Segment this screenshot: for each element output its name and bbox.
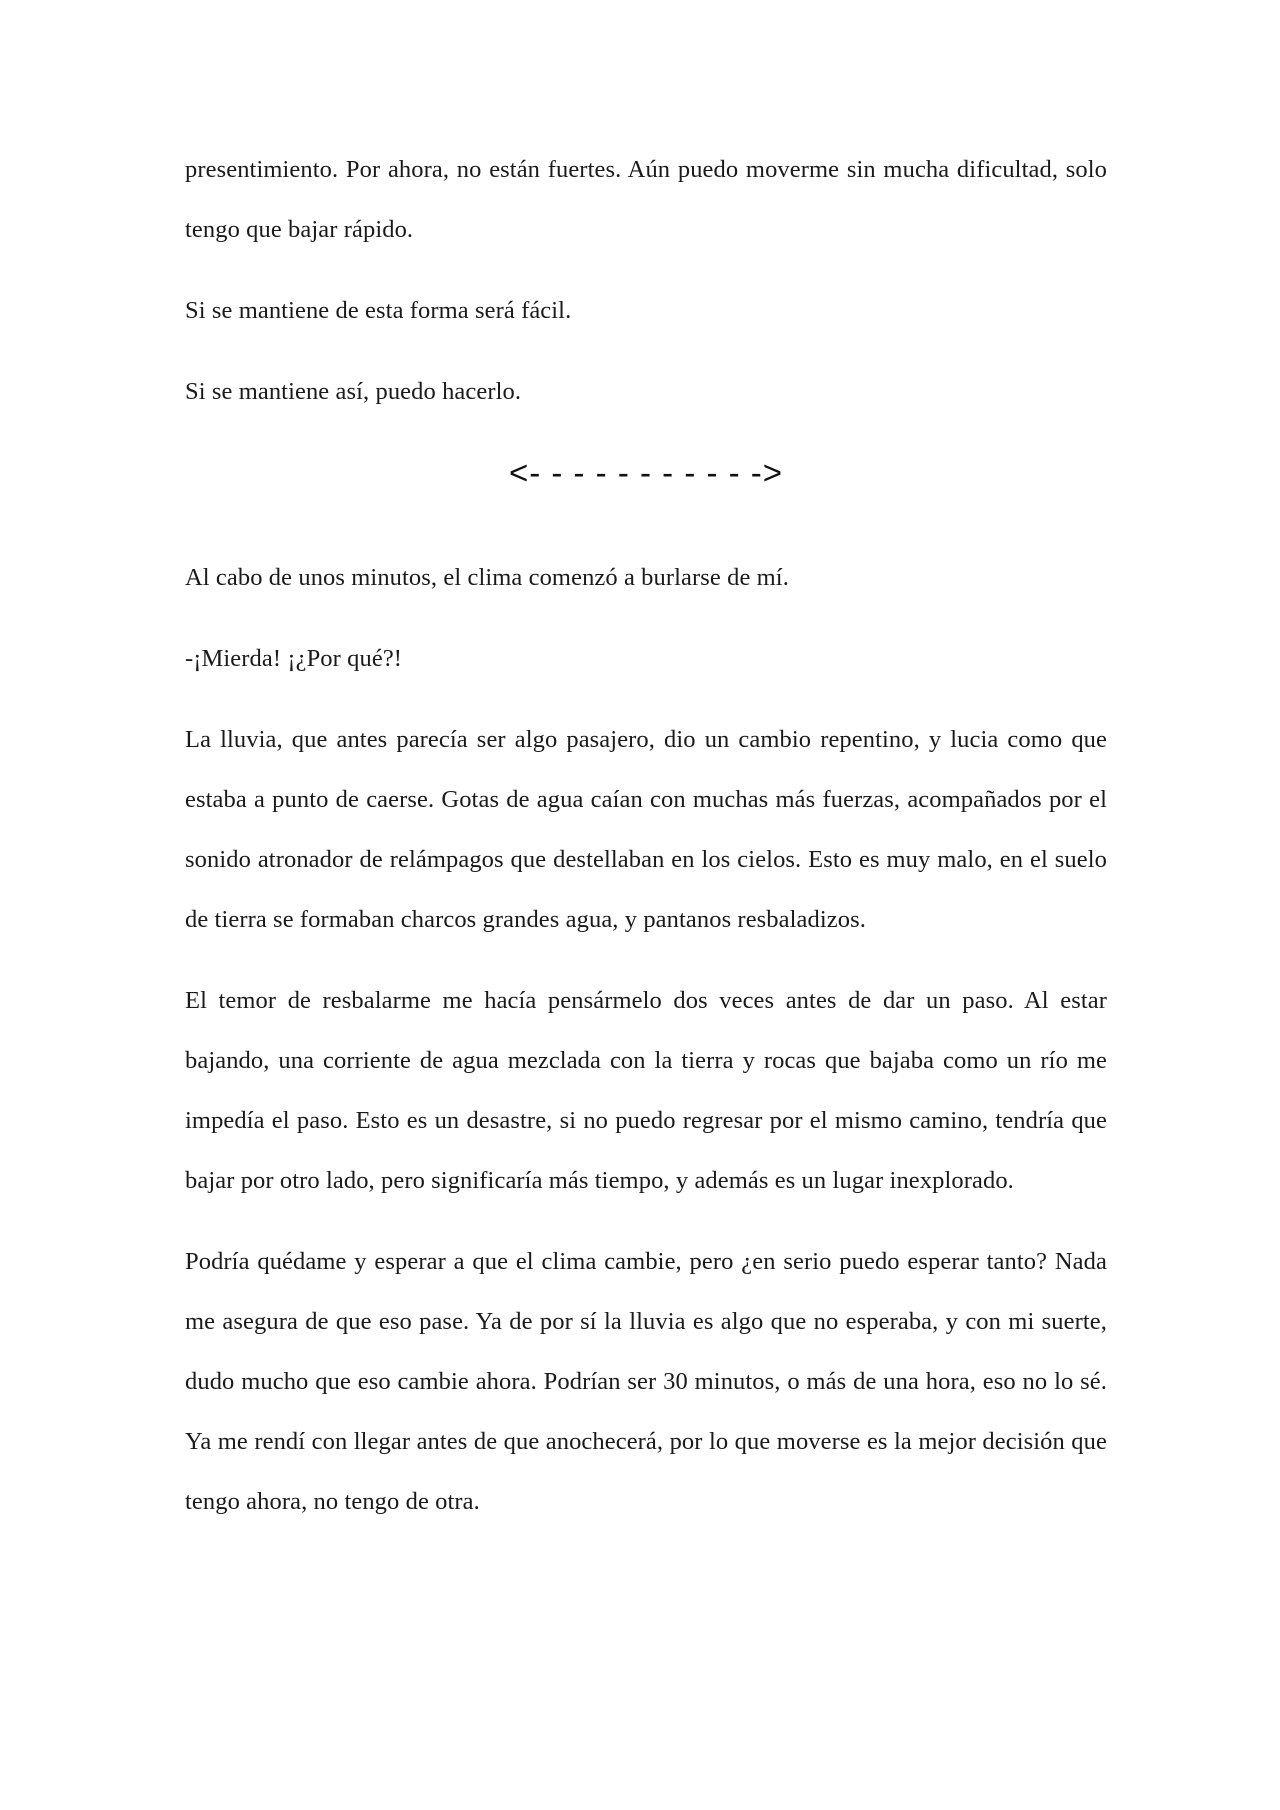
paragraph: Al cabo de unos minutos, el clima comenzó a burlarse de mí. [185,564,789,591]
dialogue-line: -¡Mierda! ¡¿Por qué?! [185,645,403,672]
paragraph: El temor de resbalarme me hacía pensármelo dos veces antes de dar un paso. Al estar bajando, una corriente de agua mezclada con la tierra y rocas que bajaba como un río me impedía el paso. Esto es un desastre, si no puedo regresar por el mismo camino, tendría que bajar por otro lado, pero significaría más tiempo, y además es un lugar inexplorado. [185,987,1107,1194]
paragraph: La lluvia, que antes parecía ser algo pasajero, dio un cambio repentino, y lucia como que estaba a punto de caerse. Gotas de agua caían con muchas más fuerzas, acompañados por el sonido atronador de relámpagos que destellaban en los cielos. Esto es muy malo, en el suelo de tierra se formaban charcos grandes agua, y pantanos resbaladizos. [185,726,1107,933]
paragraph: Podría quédame y esperar a que el clima cambie, pero ¿en serio puedo esperar tanto? Nada me asegura de que eso pase. Ya de por sí la lluvia es algo que no esperaba, y con mi suerte, dudo mucho que eso cambie ahora. Podrían ser 30 minutos, o más de una hora, eso no lo sé. Ya me rendí con llegar antes de que anochecerá, por lo que moverse es la mejor decisión que tengo ahora, no tengo de otra. [185,1248,1107,1515]
paragraph: Si se mantiene de esta forma será fácil. [185,297,572,324]
text-column [185,140,1107,1553]
paragraph: presentimiento. Por ahora, no están fuertes. Aún puedo moverme sin mucha dificultad, solo tengo que bajar rápido. [185,156,1107,243]
paragraph: Si se mantiene así, puedo hacerlo. [185,378,522,405]
section-separator: <- - - - - - - - - - -> [508,454,784,491]
